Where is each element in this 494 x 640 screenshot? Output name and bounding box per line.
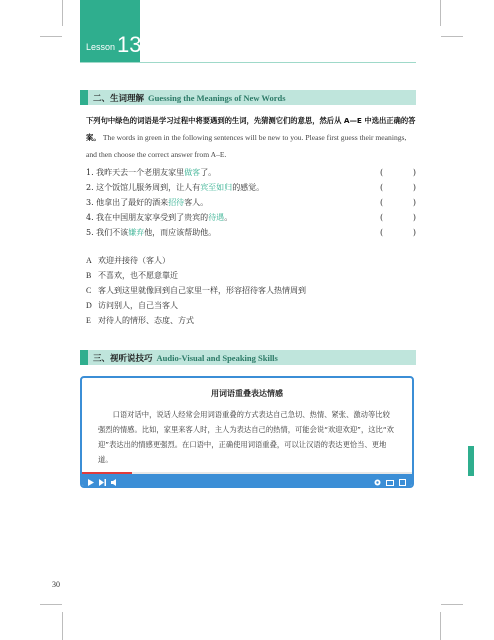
play-icon[interactable]: [88, 471, 94, 489]
bracket-open: (: [380, 168, 384, 177]
bracket-close: ): [412, 183, 416, 192]
answer-blank[interactable]: [380, 168, 416, 177]
bracket-close: ): [412, 213, 416, 222]
section-header-skills: [80, 350, 416, 365]
crop-mark: [440, 0, 441, 26]
card-body: 口语对话中，说话人经常会用词语重叠的方式表达自己急切、热情、紧张、激动等比较强烈的情感。比如，家里来客人时，主人为表达自己的热情，可能会说“欢迎欢迎”，这比“欢迎”表达出的情感更强烈。在口语中，正确使用词语重叠，可以让汉语的表达更恰当、更地道。: [98, 410, 394, 464]
option-letter: A: [86, 256, 92, 265]
bracket-open: (: [380, 183, 384, 192]
bracket-open: (: [380, 198, 384, 207]
question-post: 。: [224, 213, 233, 222]
question-text: [86, 167, 380, 178]
card-title: 用词语重叠表达情感: [211, 389, 283, 398]
green-word: 嫌弃: [128, 228, 145, 237]
bracket-open: (: [380, 228, 384, 237]
crop-mark: [62, 0, 63, 26]
settings-icon[interactable]: [374, 471, 381, 489]
option-letter: D: [86, 301, 92, 310]
green-word: 待遇: [208, 213, 225, 222]
question-item: [86, 210, 416, 225]
green-word: 做客: [184, 168, 201, 177]
next-icon[interactable]: [99, 471, 106, 489]
question-list: [86, 165, 416, 240]
crop-mark: [440, 612, 441, 640]
question-pre: 1. 我昨天去一个老朋友家里: [86, 168, 185, 177]
video-card: [80, 376, 414, 488]
question-pre: 5. 我们不该: [86, 228, 129, 237]
option-list: [86, 253, 416, 328]
question-text: [86, 227, 380, 238]
answer-blank[interactable]: [380, 198, 416, 207]
question-post: 客人。: [184, 198, 209, 207]
section-title-en: Audio-Visual and Speaking Skills: [156, 352, 278, 363]
subtitles-icon[interactable]: [386, 471, 394, 489]
answer-blank[interactable]: [380, 228, 416, 237]
answer-blank[interactable]: [380, 213, 416, 222]
green-word: 宾至如归: [200, 183, 233, 192]
option-item: [86, 253, 416, 268]
question-item: [86, 165, 416, 180]
crop-mark: [441, 36, 463, 37]
section-header-guessing: [80, 90, 416, 105]
option-text: 不喜欢，也不愿意靠近: [98, 271, 178, 280]
option-item: [86, 283, 416, 298]
bracket-close: ): [412, 228, 416, 237]
option-letter: B: [86, 271, 92, 280]
fullscreen-icon[interactable]: [399, 471, 406, 489]
instruction-en: The words in green in the following sentences will be new to you. Please first guess their meanings, and then choose the correct answer from A–E.: [86, 133, 407, 159]
option-text: 客人到这里就像回到自己家里一样，形容招待客人热情周到: [98, 286, 306, 295]
crop-mark: [441, 604, 463, 605]
section-title-zh: 二、生词理解: [93, 93, 145, 104]
section-title-zh: 三、视听说技巧: [93, 353, 153, 364]
crop-mark: [62, 612, 63, 640]
question-pre: 2. 这个饭馆儿服务周到，让人有: [86, 183, 201, 192]
question-post: 他，而应该帮助他。: [144, 228, 217, 237]
option-item: [86, 298, 416, 313]
question-text: [86, 212, 380, 223]
question-text: [86, 197, 380, 208]
question-item: [86, 225, 416, 240]
question-text: [86, 182, 380, 193]
green-word: 招待: [168, 198, 185, 207]
question-item: [86, 180, 416, 195]
question-post: 的感觉。: [232, 183, 265, 192]
side-tab: [468, 446, 474, 476]
question-pre: 3. 他拿出了最好的酒来: [86, 198, 169, 207]
crop-mark: [40, 604, 62, 605]
lesson-label: Lesson: [86, 42, 116, 52]
section-title-en: Guessing the Meanings of New Words: [148, 92, 286, 103]
volume-icon[interactable]: [111, 471, 118, 489]
instruction-zh: 下列句中绿色的词语是学习过程中将要遇到的生词，先猜测它们的意思，然后从 A—E 中选出正确的答案。: [86, 116, 416, 142]
lesson-number: 13: [117, 32, 142, 57]
bracket-open: (: [380, 213, 384, 222]
crop-mark: [40, 36, 62, 37]
option-text: 对待人的情形、态度、方式: [98, 316, 194, 325]
option-item: [86, 268, 416, 283]
instructions: [86, 112, 416, 163]
bracket-close: ): [412, 168, 416, 177]
option-text: 欢迎并接待（客人）: [98, 256, 170, 265]
question-post: 了。: [200, 168, 217, 177]
player-controls: [82, 474, 412, 486]
lesson-tab: [80, 0, 140, 62]
page-number: 30: [52, 580, 60, 589]
option-item: [86, 313, 416, 328]
option-text: 访问别人，自己当客人: [98, 301, 178, 310]
option-letter: C: [86, 286, 92, 295]
option-letter: E: [86, 316, 91, 325]
question-pre: 4. 我在中国朋友家享受到了贵宾的: [86, 213, 209, 222]
bracket-close: ): [412, 198, 416, 207]
question-item: [86, 195, 416, 210]
header-rule: [80, 62, 416, 63]
answer-blank[interactable]: [380, 183, 416, 192]
